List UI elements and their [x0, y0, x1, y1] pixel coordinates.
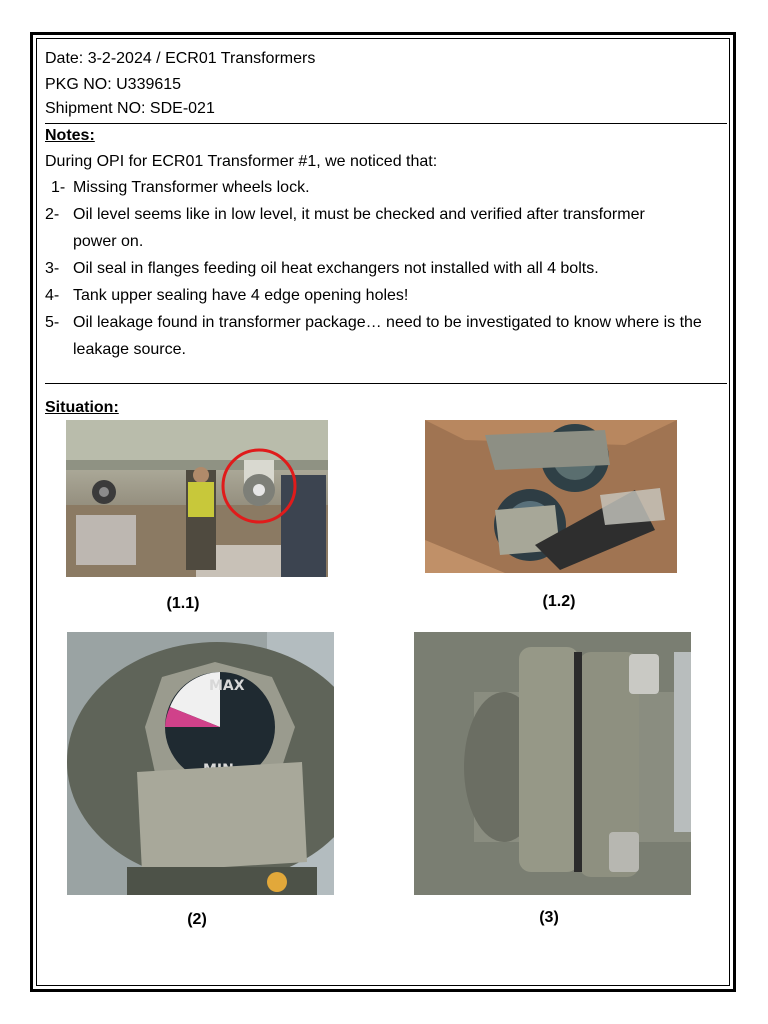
flange-bolts-photo	[414, 632, 691, 895]
list-item-text: Oil level seems like in low level, it must be checked and verified after transformer power on.	[73, 206, 645, 250]
shipment-line: Shipment NO: SDE-021	[45, 100, 215, 117]
list-item-text: Oil leakage found in transformer package… need to be investigated to know where is the leakage source.	[73, 314, 702, 358]
list-item	[45, 255, 725, 282]
list-item	[45, 282, 725, 309]
wheels-in-box-photo	[425, 420, 677, 573]
list-item-number: 3-	[45, 260, 60, 277]
list-item	[45, 309, 725, 363]
list-item-number: 5-	[45, 314, 60, 331]
notes-list	[45, 174, 725, 363]
header-divider	[45, 123, 727, 124]
list-item-text: Oil seal in flanges feeding oil heat exchangers not installed with all 4 bolts.	[73, 260, 599, 277]
situation-heading: Situation:	[45, 399, 119, 416]
photo-caption: (1.1)	[166, 595, 200, 612]
list-item	[45, 201, 725, 255]
list-item-text: Tank upper sealing have 4 edge opening holes!	[73, 287, 409, 304]
list-item	[45, 174, 725, 201]
list-item-number: 2-	[45, 206, 60, 223]
photo-caption: (2)	[187, 911, 207, 928]
notes-intro: During OPI for ECR01 Transformer #1, we noticed that:	[45, 153, 438, 170]
gauge-max-label: MAX	[209, 678, 245, 694]
oil-level-gauge-photo	[67, 632, 334, 895]
list-item-text: Missing Transformer wheels lock.	[73, 179, 310, 196]
notes-heading: Notes:	[45, 127, 95, 144]
photo-caption: (1.2)	[542, 593, 576, 610]
pkg-line: PKG NO: U339615	[45, 76, 182, 93]
list-item-number: 1-	[51, 179, 66, 196]
photo-caption: (3)	[539, 909, 559, 926]
notes-divider	[45, 383, 727, 384]
date-line: Date: 3-2-2024 / ECR01 Transformers	[45, 50, 316, 67]
transformer-wheel-photo	[66, 420, 328, 577]
list-item-number: 4-	[45, 287, 60, 304]
